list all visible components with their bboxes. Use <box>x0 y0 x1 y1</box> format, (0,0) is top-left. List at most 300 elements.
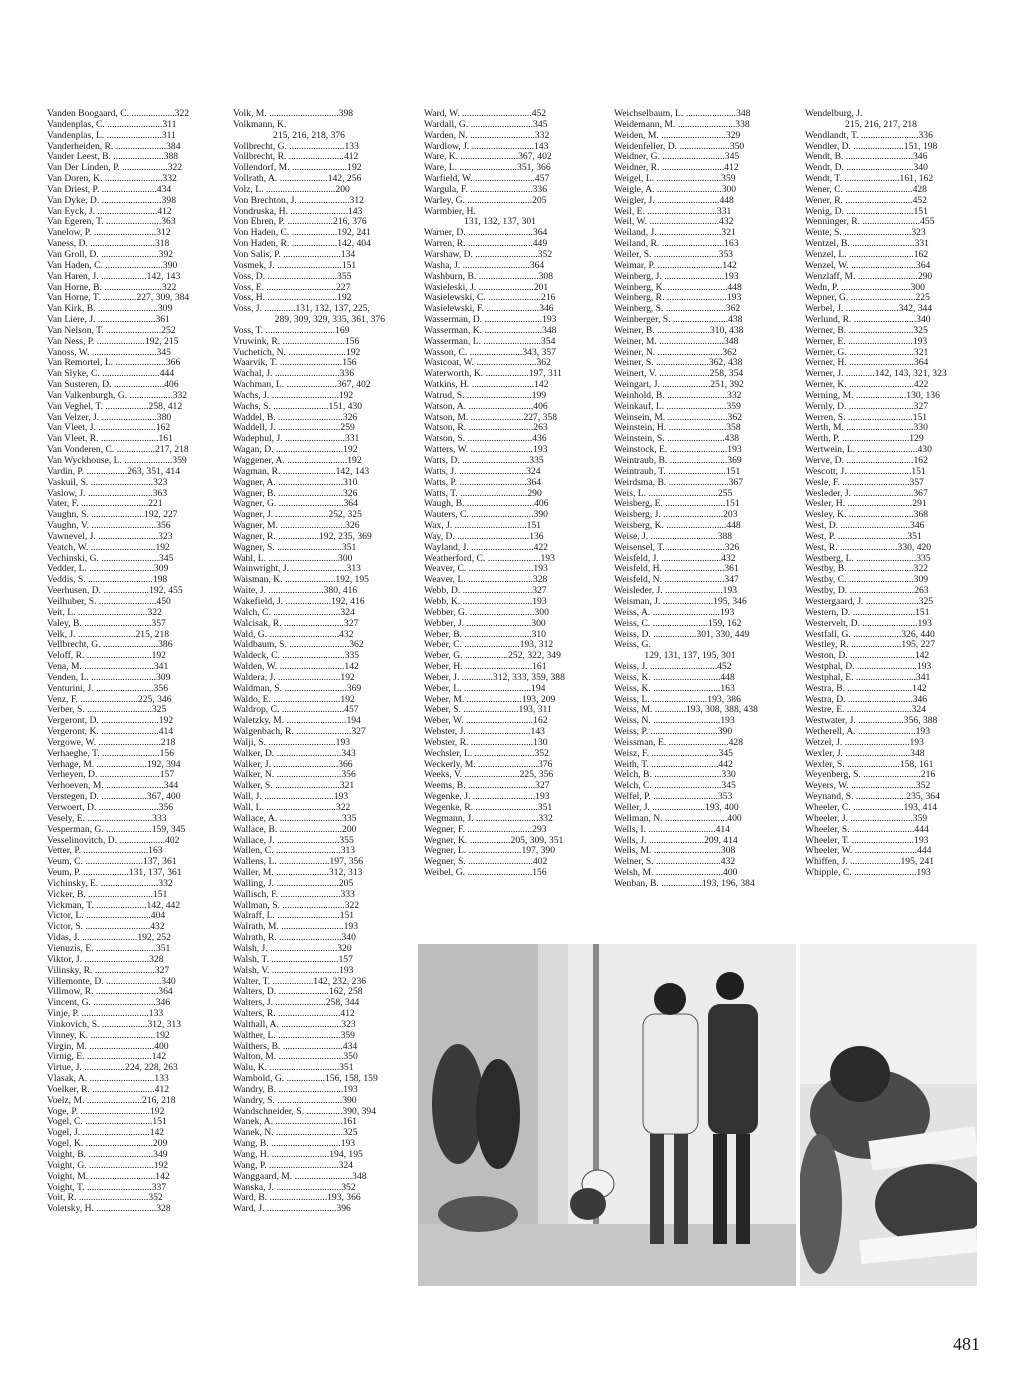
entry-name: Vlasak, A. <box>47 1073 88 1085</box>
dot-leader: .......................... <box>274 834 340 846</box>
entry-name: Weiss, A. <box>614 606 651 618</box>
entry-pages: 313 <box>346 563 361 575</box>
entry-pages: 312 <box>349 194 364 206</box>
entry-name: Wardall, G. <box>424 118 469 130</box>
entry-name: Weinberg, R. <box>614 292 665 304</box>
entry-name: Wayland, J. <box>424 541 469 553</box>
entry-pages: 309 <box>155 671 171 683</box>
entry-name: Van Driest, P. <box>47 183 100 195</box>
entry-pages: 209, 414 <box>704 834 738 846</box>
entry-name: Wesley, K. <box>805 509 847 521</box>
entry-pages: 130, 136 <box>906 389 940 401</box>
entry-pages: 159, 345 <box>151 823 186 835</box>
entry-name: Weidner, G. <box>614 151 660 163</box>
dot-leader: ....................... <box>99 183 157 195</box>
dot-leader: ........................... <box>87 1073 155 1085</box>
entry-name: Van Vonderen, C. <box>47 444 115 456</box>
dot-leader: ............................. <box>460 585 533 597</box>
index-column-2 <box>233 109 398 1215</box>
entry-name: Wakefield, J. <box>233 595 284 607</box>
dot-leader: ............................ <box>650 671 721 683</box>
entry-pages: 151, 430 <box>328 400 363 412</box>
index-column-1 <box>47 109 212 1215</box>
dot-leader: ..................... <box>276 986 329 998</box>
entry-pages: 384 <box>166 140 181 152</box>
entry-name: Wenig, D. <box>805 205 844 217</box>
dot-leader: ........................... <box>275 411 343 423</box>
dot-leader: ........................... <box>85 888 153 900</box>
entry-pages-continued: 129, 131, 137, 195, 301 <box>644 650 736 662</box>
entry-pages: 161 <box>532 661 547 673</box>
entry-pages: 340 <box>341 932 356 944</box>
entry-pages: 438 <box>728 314 743 326</box>
entry-pages: 227, 358 <box>523 411 558 423</box>
dot-leader: .......................... <box>280 335 345 347</box>
dot-leader: .............. <box>100 292 137 304</box>
entry-pages: 156 <box>159 747 175 759</box>
entry-name: Vesselinovitch, D. <box>47 834 118 846</box>
dot-leader: ........................... <box>84 650 152 662</box>
entry-pages: 351, 366 <box>517 162 551 174</box>
dot-leader: ........................ <box>664 541 725 553</box>
dot-leader: ..................... <box>276 856 330 868</box>
entry-name: Walrath, M. <box>233 921 279 933</box>
dot-leader: ........................... <box>654 183 722 195</box>
entry-pages: 444 <box>914 823 929 835</box>
dot-leader: ............................ <box>647 661 718 673</box>
entry-name: Weber, S. <box>424 704 461 716</box>
entry-name: Vienuzis, E. <box>47 942 94 954</box>
dot-leader: ....................... <box>649 693 708 705</box>
entry-pages: 156, 158, 159 <box>324 1073 378 1085</box>
dot-leader: ........................ <box>860 216 921 228</box>
dot-leader: ................ <box>114 444 156 456</box>
dot-leader: .......................... <box>93 986 159 998</box>
dot-leader: ........................ <box>269 1149 330 1160</box>
entry-name: Walker, S. <box>233 780 273 792</box>
entry-name: Verwoert, D. <box>47 802 97 813</box>
entry-name: Van Groll, D. <box>47 248 99 260</box>
entry-pages: 216, 376 <box>333 216 367 228</box>
entry-name: Walters, D. <box>233 986 277 998</box>
entry-name: Venden, L. <box>47 671 89 683</box>
entry-pages: 362 <box>349 639 364 651</box>
entry-pages: 205 <box>532 194 547 206</box>
entry-name: Wax, J. <box>424 520 453 532</box>
dot-leader: ........................... <box>466 400 534 412</box>
entry-pages: 143 <box>530 726 545 738</box>
entry-pages: 142, 143 <box>335 465 370 477</box>
entry-pages: 355 <box>337 270 352 282</box>
entry-name: Weiss, J. <box>614 661 648 673</box>
dot-leader: ........................ <box>481 335 542 347</box>
entry-name: Weisleder, J. <box>614 585 663 597</box>
dot-leader: .................. <box>127 389 173 401</box>
entry-name: Waldo, E. <box>233 693 271 705</box>
entry-pages: 345 <box>533 118 548 130</box>
entry-pages: 216 <box>920 769 936 781</box>
entry-name: Wendt, T. <box>805 173 842 185</box>
dot-leader: ..................... <box>296 194 350 206</box>
entry-pages: 151 <box>152 1116 167 1128</box>
dot-leader: ........................... <box>846 324 914 336</box>
entry-pages: 326 <box>724 541 740 553</box>
entry-pages: 318 <box>154 238 170 250</box>
entry-name: Von Ehren, P. <box>233 216 286 228</box>
entry-pages: 192 <box>338 389 354 401</box>
entry-pages: 193 <box>533 563 548 575</box>
dot-leader: ........................... <box>276 1051 344 1063</box>
dot-leader: ......................... <box>855 444 918 456</box>
dot-leader: ......................... <box>664 400 727 412</box>
dot-leader: ............................ <box>843 151 913 163</box>
entry-pages: 430 <box>917 444 932 456</box>
dot-leader: ..................... <box>853 791 907 803</box>
entry-name: Weber, G. <box>424 650 463 662</box>
dot-leader: ............................ <box>80 1127 150 1139</box>
dot-leader: ........................... <box>86 1149 154 1160</box>
entry-pages: 194, 195 <box>329 1149 363 1160</box>
dot-leader: ........................... <box>467 129 535 141</box>
entry-pages: 362 <box>725 303 741 315</box>
dot-leader: ...................... <box>280 465 336 477</box>
entry-pages: 218 <box>160 736 176 748</box>
entry-pages: 332 <box>172 389 188 401</box>
entry-pages: 151 <box>913 205 928 217</box>
entry-pages: 293 <box>532 823 547 835</box>
entry-name: Weber, H. <box>424 661 463 673</box>
entry-pages: 356 <box>158 802 174 813</box>
dot-leader: ........................... <box>464 194 533 206</box>
dot-leader: ....................... <box>286 151 344 163</box>
entry-name: Vruwink, R. <box>233 335 281 347</box>
index-entry <box>614 879 779 890</box>
entry-name: Van Doren, K. <box>47 173 103 185</box>
entry-pages: 450 <box>156 595 171 607</box>
dot-leader: ........................ <box>667 455 728 466</box>
dot-leader: ...................... <box>653 357 709 369</box>
entry-pages: 193, 386 <box>707 693 741 705</box>
entry-name: Weiner, S. <box>614 357 654 369</box>
dot-leader: .................. <box>102 400 149 412</box>
entry-name: Wang, P. <box>233 1159 267 1171</box>
dot-leader: ........................ <box>664 433 725 445</box>
entry-name: Vanelow, P. <box>47 227 92 239</box>
dot-leader: ............................. <box>76 1192 149 1204</box>
entry-pages: 362, 438 <box>708 357 743 369</box>
entry-name: Westervelt, D. <box>805 617 860 629</box>
entry-name: Walsh, T. <box>233 953 269 965</box>
entry-pages: 362 <box>536 357 551 369</box>
dot-leader: ........................... <box>274 541 342 553</box>
entry-name: Waterworth, K. <box>424 368 484 380</box>
entry-pages: 225 <box>915 292 930 304</box>
dot-leader: ......................... <box>851 487 914 499</box>
entry-name: Vinje, P. <box>47 1008 80 1020</box>
entry-pages: 362 <box>727 411 742 423</box>
dot-leader: ......................... <box>661 270 725 282</box>
dot-leader: ......................... <box>476 270 539 282</box>
entry-pages: 436 <box>532 433 547 445</box>
entry-name: Weinberger, S. <box>614 314 671 326</box>
dot-leader: ................. <box>270 975 314 987</box>
dot-leader: ......................... <box>665 411 728 423</box>
dot-leader: ......................... <box>665 281 728 293</box>
entry-name: Volk, M. <box>233 108 267 119</box>
entry-pages: 142 <box>534 379 549 391</box>
entry-name: Western, D. <box>805 606 851 618</box>
dot-leader: ..................... <box>677 140 730 152</box>
entry-pages: 193 <box>532 595 547 607</box>
entry-pages: 366 <box>338 758 353 770</box>
entry-pages: 309 <box>154 563 169 575</box>
entry-pages: 335 <box>344 650 360 662</box>
entry-name: Voight, M. <box>47 1170 89 1182</box>
dot-leader: ....................... <box>270 400 329 412</box>
entry-pages: 328 <box>149 953 164 965</box>
dot-leader: ............................. <box>644 205 717 217</box>
entry-name: Ward, W. <box>424 108 460 119</box>
dot-leader: ............................ <box>843 162 914 174</box>
entry-pages: 324 <box>911 704 926 716</box>
entry-name: Ward, B. <box>233 1192 268 1204</box>
entry-pages: 345 <box>718 747 733 759</box>
dot-leader: ......................... <box>286 639 350 651</box>
dot-leader: ....................... <box>103 324 162 336</box>
dot-leader: ......................... <box>661 563 725 575</box>
dot-leader: ......................... <box>99 194 162 206</box>
entry-name: Waggener, A. <box>233 455 285 466</box>
entry-name: Waddell, J. <box>233 422 276 434</box>
entry-name: Weinert, V. <box>614 368 657 380</box>
entry-pages: 351 <box>537 802 553 813</box>
dot-leader: ............................ <box>651 769 722 781</box>
dot-leader: ............................. <box>265 270 338 282</box>
entry-pages: 338 <box>735 118 750 130</box>
entry-name: Walraff, L. <box>233 910 275 922</box>
dot-leader: ....................... <box>462 639 520 651</box>
entry-name: Veloff, R. <box>47 650 85 662</box>
entry-pages: 300 <box>531 617 546 629</box>
entry-name: Vollendorf, M. <box>233 162 290 174</box>
entry-name: Vesperman, G. <box>47 823 104 835</box>
dot-leader: ........................ <box>98 552 159 564</box>
entry-name: Vaughn, V. <box>47 520 90 532</box>
entry-pages: 357 <box>151 617 166 629</box>
entry-pages: 215, 218 <box>135 628 170 640</box>
entry-name: Weirdsma, B. <box>614 476 667 488</box>
entry-pages: 209 <box>152 1138 168 1150</box>
entry-pages: 345 <box>156 346 171 358</box>
entry-pages: 193 <box>914 834 929 846</box>
entry-pages: 356 <box>341 769 356 781</box>
entry-pages: 364 <box>343 498 358 510</box>
entry-pages: 346 <box>155 997 171 1009</box>
entry-pages: 151 <box>911 465 926 477</box>
dot-leader: ............................. <box>264 1203 337 1215</box>
entry-pages: 199 <box>531 389 547 401</box>
entry-name: Weisberg, J. <box>614 509 661 521</box>
entry-name: Vergowe, W. <box>47 736 97 748</box>
entry-name: Wachman, L. <box>233 379 285 391</box>
dot-leader: ........................ <box>292 1170 353 1182</box>
entry-name: Weller, J. <box>614 802 650 813</box>
dot-leader: ............................ <box>843 183 913 195</box>
entry-name: Westphal, E. <box>805 671 854 683</box>
entry-pages: 192 <box>155 541 170 553</box>
entry-name: Veilhuber, S. <box>47 595 97 607</box>
entry-name: Wandschneider, S. <box>233 1105 305 1117</box>
dot-leader: ......................... <box>96 802 159 813</box>
entry-pages: 327 <box>351 726 366 738</box>
entry-pages: 332 <box>727 389 742 401</box>
dot-leader: ........................... <box>651 248 719 260</box>
dot-leader: .................. <box>483 368 529 380</box>
entry-pages: 346 <box>912 693 928 705</box>
entry-pages: 194 <box>346 715 361 727</box>
dot-leader: ........................... <box>650 791 718 803</box>
dot-leader: ........................... <box>89 346 157 358</box>
dot-leader: .................... <box>277 173 328 185</box>
dot-leader: ........................... <box>86 563 154 575</box>
dot-leader: .......................... <box>282 682 347 694</box>
dot-leader: ............................. <box>647 216 720 228</box>
entry-name: Wells, M. <box>614 845 652 857</box>
entry-pages: 322 <box>147 606 162 618</box>
entry-pages: 359 <box>912 812 928 824</box>
entry-name: Venturini, J. <box>47 682 94 694</box>
entry-name: Vedder, L. <box>47 563 87 575</box>
entry-pages: 324 <box>338 1159 353 1171</box>
dot-leader: .......................... <box>848 812 913 824</box>
entry-name: Wasieleski, J. <box>424 281 477 293</box>
entry-pages: 326 <box>345 520 360 532</box>
entry-pages: 448 <box>727 281 742 293</box>
entry-name: Vergeront, D. <box>47 715 99 727</box>
dot-leader: ............................ <box>843 205 914 217</box>
entry-pages: 414 <box>158 726 174 738</box>
entry-pages: 323 <box>341 1018 356 1030</box>
entry-pages: 388 <box>163 151 179 163</box>
entry-name: Vaness, D. <box>47 238 88 250</box>
dot-leader: ....................... <box>670 314 729 326</box>
entry-pages: 252, 325 <box>328 509 362 521</box>
entry-name: Veum, P. <box>47 867 81 879</box>
dot-leader: ........................... <box>275 1094 343 1106</box>
entry-pages: 193 <box>720 715 735 727</box>
entry-name: Waldeck, C. <box>233 650 280 662</box>
entry-pages: 195, 241 <box>900 856 935 868</box>
entry-name: Waldman, S. <box>233 682 283 694</box>
entry-name: Wall, J. <box>233 791 262 803</box>
dot-leader: ........................ <box>860 769 921 781</box>
entry-pages-continued: 131, 132, 137, 301 <box>464 216 536 228</box>
entry-name: Wechsler, L. <box>424 747 473 759</box>
dot-leader: .......................... <box>276 932 342 944</box>
entry-name: Weber, W. <box>424 715 464 727</box>
dot-leader: ............................. <box>268 1138 341 1150</box>
dot-leader: ............................ <box>273 1116 343 1128</box>
entry-name: Van Susteren, D. <box>47 379 112 391</box>
entry-pages-continued: 215, 216, 217, 218 <box>845 118 917 130</box>
entry-name: Walji, S. <box>233 736 267 748</box>
entry-pages: 201 <box>533 281 549 293</box>
dot-leader: ............................ <box>82 1116 153 1128</box>
dot-leader: .......................... <box>465 726 531 738</box>
entry-pages: 327 <box>535 780 550 792</box>
dot-leader: ............................ <box>650 606 720 618</box>
dot-leader: ........................... <box>84 1051 152 1063</box>
dot-leader: ............................ <box>266 736 336 748</box>
dot-leader: ............................ <box>269 389 339 401</box>
entry-name: Weber, B. <box>424 628 463 640</box>
entry-pages: 142, 404 <box>337 238 371 250</box>
entry-pages: 162 <box>155 422 171 434</box>
entry-pages: 346 <box>912 151 928 163</box>
entry-name: Veatch, W. <box>47 541 89 553</box>
entry-pages: 325 <box>343 1127 358 1139</box>
dot-leader: ............................ <box>269 964 340 976</box>
entry-pages: 193 <box>915 726 931 738</box>
entry-name: Weinstein, S. <box>614 433 665 445</box>
dot-leader: .......................... <box>91 227 157 239</box>
entry-name: Vincent, G. <box>47 997 91 1009</box>
entry-pages: 336 <box>339 368 354 380</box>
dot-leader: ........................... <box>845 411 913 423</box>
dot-leader: ........................... <box>843 747 911 759</box>
dot-leader: .......................... <box>467 183 533 195</box>
entry-name: Wenzel, W. <box>805 259 849 271</box>
entry-name: Victor, S. <box>47 921 84 933</box>
entry-name: Wendler, D. <box>805 140 851 152</box>
entry-name: Werth, M. <box>805 422 844 434</box>
entry-name: Waugh, B. <box>424 498 465 510</box>
entry-pages: 367, 402 <box>336 379 371 391</box>
dot-leader: ........................... <box>654 173 722 185</box>
entry-name: Webb, K. <box>424 595 461 607</box>
entry-name: Weinstock, E. <box>614 444 668 456</box>
entry-name: West, P. <box>805 530 836 542</box>
entry-name: Wentzel, B. <box>805 238 850 250</box>
entry-name: Vinkovich, S. <box>47 1018 100 1030</box>
entry-pages: 412 <box>343 151 359 163</box>
entry-name: Watson, M. <box>424 411 469 423</box>
entry-name: Villmow, R. <box>47 986 94 998</box>
dot-leader: ............. <box>261 303 296 315</box>
entry-pages: 412 <box>154 1083 170 1095</box>
entry-pages: 151 <box>339 910 355 922</box>
dot-leader: .................. <box>462 650 509 662</box>
entry-pages: 136 <box>529 530 544 542</box>
dot-leader: ....................... <box>103 216 162 228</box>
entry-name: Weinkauf, L. <box>614 400 665 412</box>
entry-name: Weisman, J. <box>614 595 661 607</box>
entry-pages: 142, 232, 236 <box>313 975 367 987</box>
entry-name: Weidenfeller, D. <box>614 140 678 152</box>
entry-name: Weber, M. <box>424 693 465 705</box>
entry-pages: 367, 400 <box>146 791 181 803</box>
entry-pages: 163 <box>724 238 739 250</box>
entry-name: Verhage, M. <box>47 758 95 770</box>
entry-name: Walling, J. <box>233 877 275 889</box>
entry-name: Watrud, S. <box>424 389 465 401</box>
entry-name: Voss, D. <box>233 270 266 282</box>
entry-name: Weisfeld, H. <box>614 563 662 575</box>
entry-name: Wallman, S. <box>233 899 280 911</box>
entry-name: Werlund, R. <box>805 314 852 326</box>
entry-name: Watts, T. <box>424 487 458 499</box>
entry-pages: 157 <box>159 769 175 781</box>
